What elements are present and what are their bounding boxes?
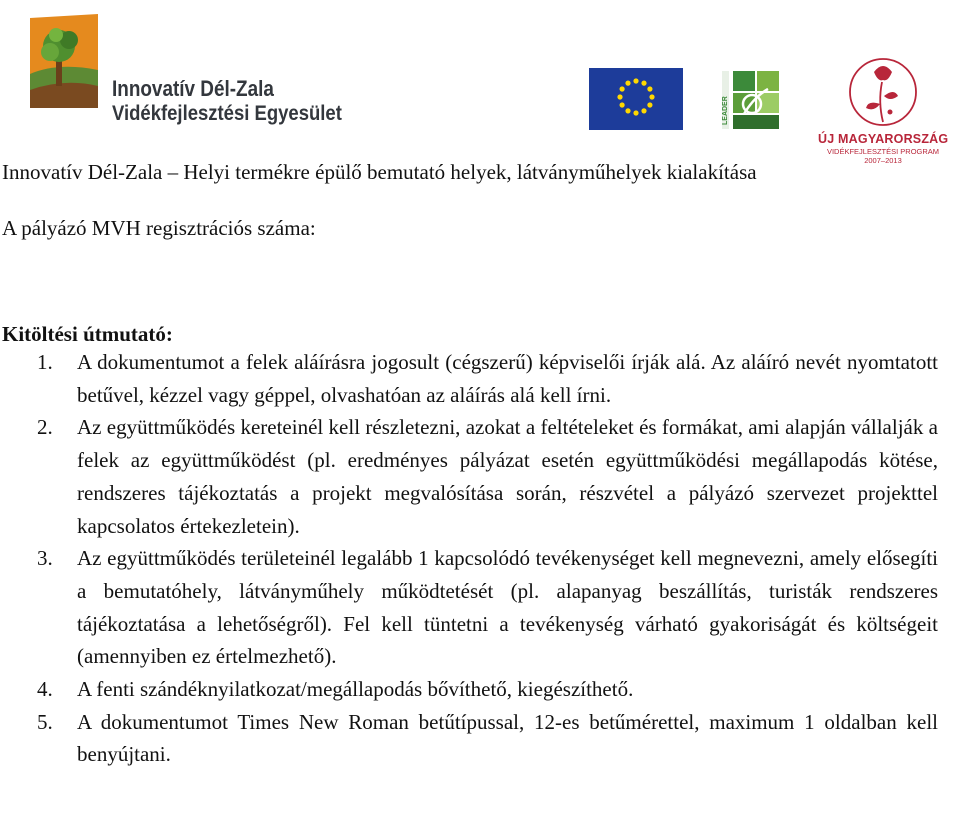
document-title: Innovatív Dél-Zala – Helyi termékre épülő bemutató helyek, látványműhelyek kialakítása — [2, 160, 757, 184]
instruction-number: 2. — [37, 415, 53, 440]
instruction-text: Az együttműködés kereteinél kell részletezni, azokat a feltételeket és formákat, ami alapján vállalják a felek az együttműködést (pl. eredményes pályázat esetén együttműködési megállapodás kötése, rendszeres tájékoztatás a projekt megvalósítása során, részvétel a pályázó szervezet projekttel kapcsolatos értekezletein). — [77, 415, 938, 538]
ujm-years: 2007–2013 — [864, 156, 902, 165]
organization-logo — [28, 12, 100, 110]
instructions-heading: Kitöltési útmutató: — [2, 322, 173, 346]
instructions-list — [0, 346, 938, 771]
instruction-number: 5. — [37, 709, 53, 734]
ujm-subtitle: VIDÉKFEJLESZTÉSI PROGRAM — [826, 147, 940, 156]
page-header — [0, 0, 960, 165]
registration-label: A pályázó MVH regisztrációs száma: — [2, 216, 316, 240]
leader-text: LEADER — [722, 96, 729, 125]
flower-emblem-icon — [818, 52, 948, 132]
organization-name-line2: Vidékfejlesztési Egyesület — [112, 101, 342, 125]
instruction-number: 3. — [37, 546, 53, 571]
instruction-item — [0, 346, 938, 411]
instruction-item — [0, 411, 938, 542]
instruction-item — [0, 542, 938, 673]
instruction-item — [0, 673, 938, 706]
uj-magyarorszag-logo — [818, 52, 948, 172]
organization-name-line1: Innovatív Dél-Zala — [112, 76, 274, 101]
instruction-text: A fenti szándéknyilatkozat/megállapodás bővíthető, kiegészíthető. — [77, 677, 634, 702]
instruction-text: A dokumentumot a felek aláírásra jogosult (cégszerű) képviselői írják alá. Az aláíró nevét nyomtatott betűvel, kézzel vagy géppel, olvashatóan az aláírás alá kell írni. — [77, 350, 938, 407]
instruction-number: 1. — [37, 350, 53, 374]
instruction-number: 4. — [37, 677, 53, 702]
leader-logo — [722, 69, 780, 131]
eu-flag-icon — [589, 68, 683, 130]
instruction-text: Az együttműködés területeinél legalább 1 kapcsolódó tevékenységet kell megnevezni, amely elősegíti a bemutatóhely, látványműhely működtetését (pl. alapanyag beszállítás, turisták rendszeres tájékoztatása a lehetőségről). Fel kell tüntetni a tevékenység várható gyakoriságát és költségeit (amennyiben ez értelmezhető). — [77, 546, 938, 669]
instruction-item — [0, 706, 938, 771]
organization-name — [112, 76, 342, 126]
instruction-text: A dokumentumot Times New Roman betűtípussal, 12-es betűmérettel, maximum 1 oldalban kell benyújtani. — [77, 709, 938, 767]
ujm-title: ÚJ MAGYARORSZÁG — [818, 132, 949, 146]
